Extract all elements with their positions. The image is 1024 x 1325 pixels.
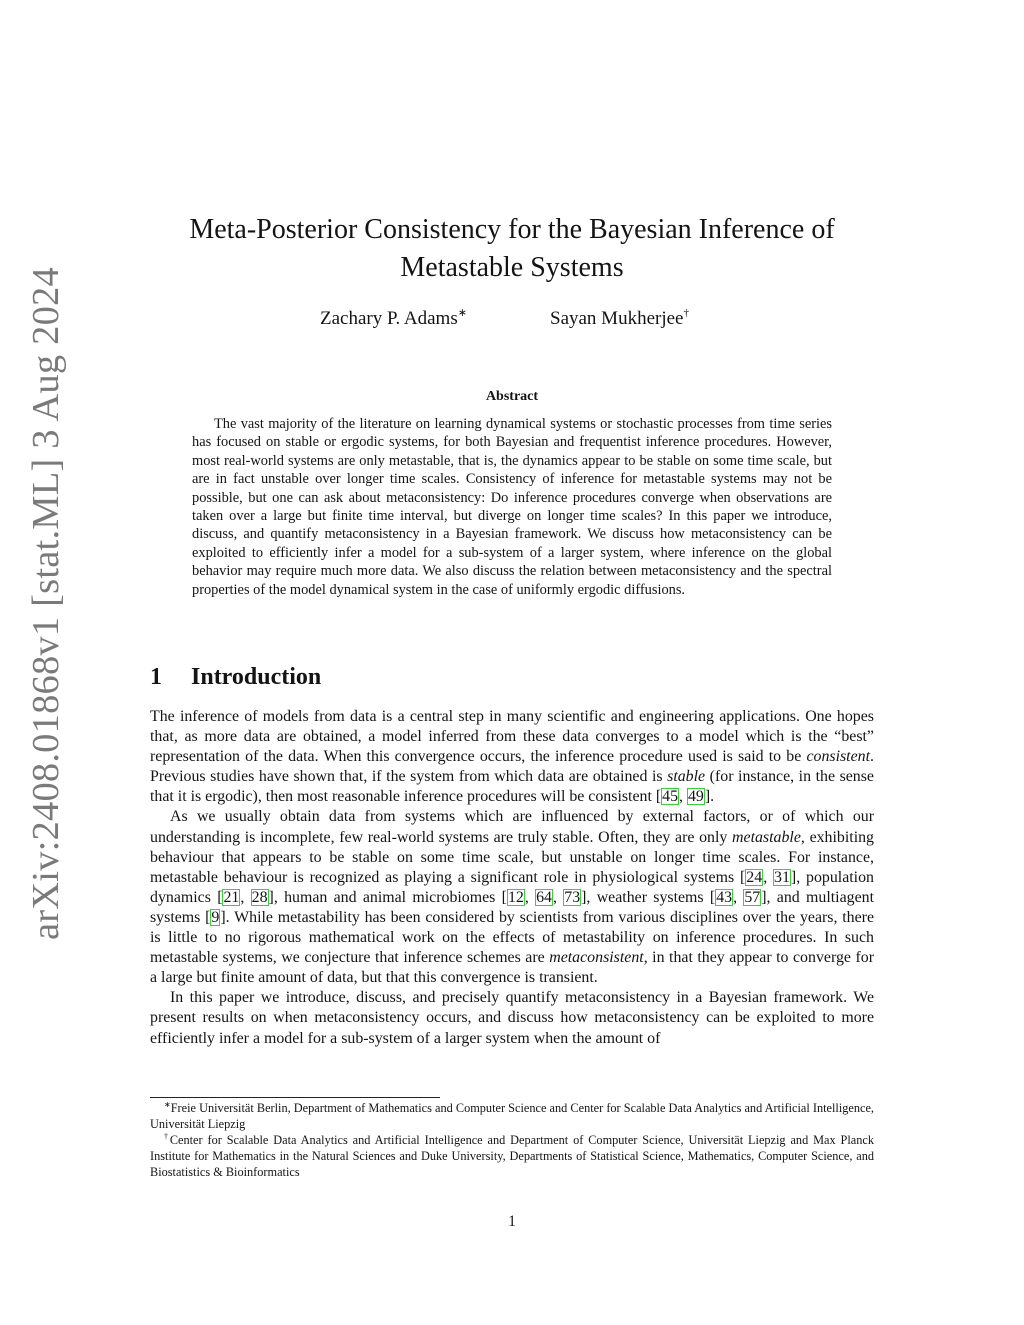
citation-link[interactable]: 64 [536, 888, 552, 906]
page-number: 1 [508, 1213, 516, 1230]
emphasis: consistent [806, 748, 871, 766]
text-run: ], human and animal microbiomes [ [268, 888, 507, 906]
author-name: Zachary P. Adams [320, 308, 458, 329]
citation-link[interactable]: 24 [746, 868, 763, 886]
footnote-1 [150, 1100, 874, 1132]
text-run: ]. [704, 788, 715, 806]
text-run: ], weather systems [ [581, 888, 716, 906]
text-run: ], population dynamics [ [150, 868, 874, 906]
citation-link[interactable]: 43 [716, 888, 733, 906]
text-run: The inference of models from data is a central step in many scientific and engineering applications. One hopes that, as more data are obtained, a model inferred from these data converges to a model which is the “best” representation of the data. When this convergence occurs, the inference procedure used is said to be [150, 708, 874, 766]
citation-link[interactable]: 49 [687, 788, 704, 806]
introduction-body [150, 707, 874, 1049]
text-run: , [552, 888, 564, 906]
text-run: As we usually obtain data from systems which are influenced by external factors, or of which our understanding is incomplete, few real-world systems are truly stable. Often, they are only [150, 808, 874, 846]
footnote-mark[interactable]: † [683, 307, 689, 319]
footnote-text: Freie Universität Berlin, Department of Mathematics and Computer Science and Center for Scalable Data Analytics and Artificial Intelligence, Universität Liepzig [150, 1101, 874, 1131]
author-name: Sayan Mukherjee [550, 308, 684, 329]
author-list [150, 308, 874, 338]
emphasis: stable [667, 768, 706, 786]
section-heading [150, 664, 321, 691]
section-number: 1 [150, 664, 162, 690]
paragraph-2 [150, 807, 874, 988]
text-run: , [763, 868, 774, 886]
citation-link[interactable]: 12 [507, 888, 524, 906]
citation-link[interactable]: 21 [223, 888, 240, 906]
text-run: ]. While metastability has been considered by scientists from various disciplines over the years, there is little to no rigorous mathematical work on the effects of metastability on inference procedures. In such metastable systems, we conjecture that inference schemes are [150, 908, 874, 967]
paper-title [150, 211, 874, 287]
abstract-text: The vast majority of the literature on learning dynamical systems or stochastic processes from time series has focused on stable or ergodic systems, for both Bayesian and frequentist inference procedures. However, most real-world systems are only metastable, that is, the dynamics appear to be stable on some time scale, but are in fact unstable over longer time scales. Consistency of inference for metastable systems may not be possible, but one can ask about metaconsistency: Do inference procedures converge when observations are taken over a large but finite time interval, but diverge on longer time scales? In this paper we introduce, discuss, and quantify metaconsistency in a Bayesian framework. We discuss how metaconsistency can be exploited to efficiently infer a model for a sub-system of a larger system, where inference on the global behavior may require much more data. We also discuss the relation between metaconsistency and the spectral properties of the model dynamical system in the case of uniformly ergodic diffusions. [192, 416, 832, 598]
citation-link[interactable]: 9 [211, 908, 220, 926]
footnote-mark[interactable]: ∗ [457, 307, 467, 319]
citation-link[interactable]: 31 [774, 868, 790, 886]
title-line-2: Metastable Systems [400, 252, 624, 283]
footnote-text: Center for Scalable Data Analytics and Artificial Intelligence and Department of Computer Science, Universität Liepzig and Max Planck Institute for Mathematics in the Natural Sciences and Duke University, Departments of Statistical Science, Mathematics, Computer Science, and Biostatistics & Bioinformatics [150, 1133, 874, 1179]
title-line-1: Meta-Posterior Consistency for the Bayesian Inference of [189, 214, 835, 245]
citation-link[interactable]: 28 [251, 888, 268, 906]
paragraph-1 [150, 707, 874, 807]
text-run: ], and multiagent systems [ [150, 888, 874, 926]
footnote-mark: ∗ [164, 1100, 171, 1109]
section-title: Introduction [191, 664, 322, 690]
author-adams [320, 308, 467, 330]
paragraph-3: In this paper we introduce, discuss, and precisely quantify metaconsistency in a Bayesian framework. We present results on when metaconsistency occurs, and discuss how metaconsistency can be exploited to more efficiently infer a model for a sub-system of a larger system when the amount of [150, 989, 874, 1047]
text-run: (for instance, in the sense that it is ergodic), then most reasonable inference procedures will be consistent [ [150, 768, 874, 806]
text-run: , exhibiting behaviour that appears to be stable on some time scale, but unstable on longer time scales. For instance, metastable behaviour is recognized as playing a significant role in physiological systems [ [150, 828, 875, 886]
abstract-heading: Abstract [485, 389, 539, 404]
footnote-mark: † [164, 1132, 170, 1141]
footnotes [150, 1100, 874, 1180]
emphasis: metaconsistent [549, 949, 644, 967]
citation-link[interactable]: 57 [744, 888, 761, 906]
author-mukherjee [550, 308, 689, 330]
text-run: , [240, 888, 251, 906]
text-run: , [679, 788, 687, 806]
footnote-2 [150, 1132, 874, 1180]
text-run: . Previous studies have shown that, if the system from which data are obtained is [150, 748, 874, 786]
text-run: , [733, 888, 744, 906]
emphasis: metastable [732, 828, 801, 846]
footnote-divider [150, 1097, 440, 1098]
text-run: , in that they appear to converge for a large but finite amount of data, but that this convergence is transient. [150, 949, 874, 987]
citation-link[interactable]: 45 [662, 788, 679, 806]
text-run: , [524, 888, 536, 906]
citation-link[interactable]: 73 [564, 888, 581, 906]
arxiv-stamp: arXiv:2408.01868v1 [stat.ML] 3 Aug 2024 [25, 267, 67, 940]
